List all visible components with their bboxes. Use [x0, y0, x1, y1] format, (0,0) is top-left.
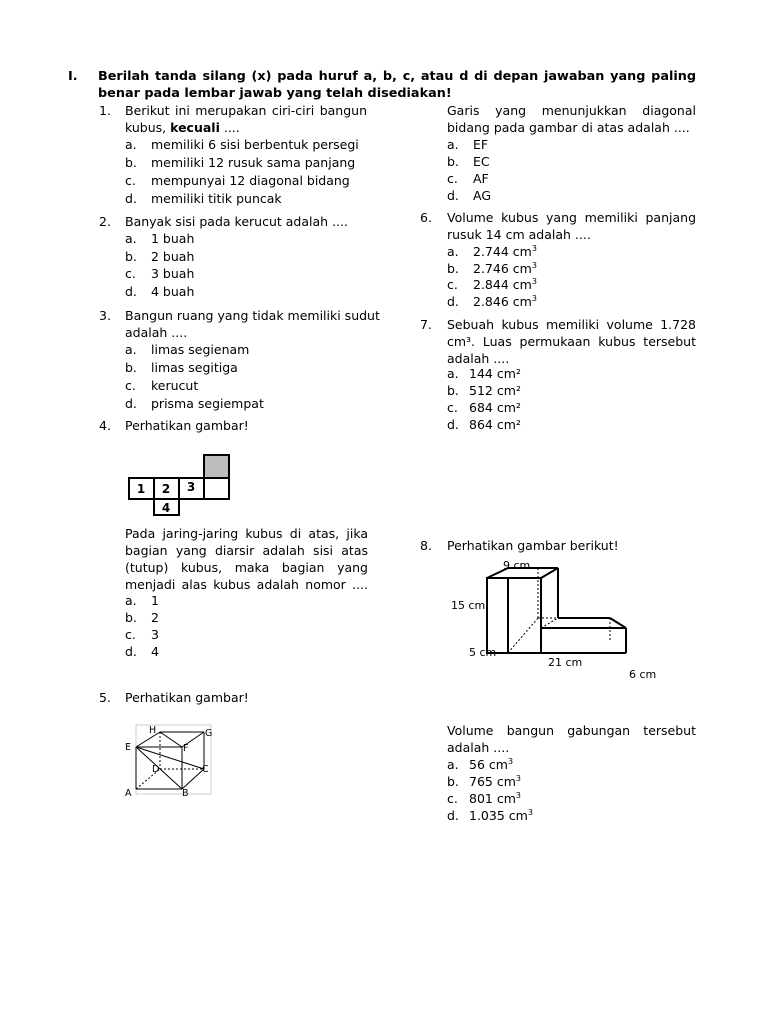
option-text: 2.846 cm	[473, 293, 532, 309]
option-text: 1	[151, 593, 159, 608]
option-label: d.	[125, 191, 137, 206]
option-label: a.	[125, 593, 137, 608]
question-text-line: adalah ....	[447, 740, 510, 755]
question-text-line: Sebuah kubus memiliki volume 1.728	[447, 317, 696, 332]
dim-label-height: 15 cm	[451, 599, 486, 612]
net-label-4: 4	[161, 501, 171, 515]
vertex-label-h: H	[149, 725, 157, 736]
option-label: d.	[447, 808, 459, 823]
question-text: Perhatikan gambar!	[125, 418, 249, 433]
description-line: (tutup) kubus, maka bagian yang	[125, 560, 368, 575]
option-label: d.	[447, 293, 459, 309]
option-label: c.	[447, 400, 458, 415]
option-text: 3 buah	[151, 266, 195, 281]
question-emphasis: kecuali	[170, 120, 220, 135]
option-text: 4 buah	[151, 283, 195, 299]
option-label: c.	[125, 627, 136, 642]
option-label: a.	[125, 342, 137, 357]
description-line: menjadi alas kubus adalah nomor ....	[125, 577, 368, 592]
option-text: 864 cm²	[469, 417, 521, 432]
option-label: c.	[447, 171, 458, 186]
option-text: 4	[151, 644, 159, 659]
superscript: 3	[531, 277, 537, 286]
option-text: memiliki 12 rusuk sama panjang	[151, 155, 356, 170]
question-text: Perhatikan gambar berikut!	[447, 538, 619, 553]
superscript: 3	[507, 757, 514, 766]
question-number: 5.	[99, 690, 111, 705]
superscript: 3	[531, 260, 537, 270]
question-text: kubus,	[125, 120, 171, 135]
superscript: 3	[531, 293, 537, 303]
option-text: 2	[151, 610, 159, 625]
vertex-label-e: E	[125, 742, 132, 753]
option-label: a.	[125, 231, 137, 246]
option-text: mempunyai 12 diagonal bidang	[151, 173, 350, 188]
option-text: 2.744 cm	[473, 244, 532, 259]
option-label: b.	[125, 155, 137, 170]
question-number: 8.	[420, 538, 432, 553]
dim-label-small: 6 cm	[629, 668, 657, 681]
question-text-line: adalah ....	[125, 325, 188, 340]
net-label-2: 2	[161, 482, 171, 496]
option-text: AG	[473, 188, 492, 203]
instruction-text: Berilah tanda silang (x) pada huruf a, b, c, atau d di depan jawaban yang paling benar pada lembar jawab yang telah disediakan!	[98, 69, 696, 101]
superscript: 3	[515, 774, 521, 783]
question-text-line: Garis yang menunjukkan diagonal	[447, 103, 696, 118]
superscript: 3	[527, 808, 533, 817]
vertex-label-d: D	[152, 764, 160, 775]
composite-solid-figure	[440, 556, 670, 684]
net-label-3: 3	[186, 480, 196, 494]
option-text: 512 cm²	[469, 383, 521, 398]
option-label: c.	[447, 791, 458, 806]
cube-net-figure	[126, 452, 234, 516]
question-number: 2.	[99, 214, 111, 229]
option-label: a.	[447, 366, 459, 381]
option-text: prisma segiempat	[151, 396, 264, 411]
option-label: b.	[447, 774, 459, 789]
cube-diagram	[120, 722, 220, 800]
option-text: EF	[473, 137, 489, 152]
question-text-line: bidang pada gambar di atas adalah ....	[447, 120, 690, 135]
option-text: 1 buah	[151, 231, 195, 246]
option-text: 684 cm²	[469, 400, 521, 415]
superscript: 3	[531, 244, 537, 253]
question-4-description	[125, 525, 368, 593]
option-label: b.	[125, 248, 137, 264]
question-number: 1.	[99, 103, 111, 118]
option-label: a.	[447, 757, 459, 772]
vertex-label-b: B	[182, 788, 189, 799]
question-5-text	[447, 102, 696, 136]
question-number: 7.	[420, 317, 432, 332]
option-text: EC	[473, 154, 490, 169]
vertex-label-f: F	[183, 743, 189, 754]
option-label: c.	[125, 378, 136, 393]
question-8-text	[447, 722, 696, 756]
question-text-line: Volume bangun gabungan tersebut	[447, 723, 696, 738]
option-text: 56 cm	[469, 757, 508, 772]
question-text-line: rusuk 14 cm adalah ....	[447, 227, 591, 242]
option-label: b.	[125, 610, 137, 625]
option-text: 801 cm	[469, 791, 516, 806]
question-text: ....	[219, 120, 240, 135]
dim-label-top: 9 cm	[503, 559, 531, 572]
option-label: b.	[447, 260, 459, 276]
option-text: 1.035 cm	[469, 808, 528, 823]
option-label: a.	[447, 244, 459, 259]
option-text: memiliki titik puncak	[151, 191, 282, 206]
option-label: c.	[447, 277, 458, 292]
question-text-line: Volume kubus yang memiliki panjang	[447, 210, 696, 225]
question-text-line: Berikut ini merupakan ciri-ciri bangun	[125, 103, 367, 118]
question-text-line: cm³. Luas permukaan kubus tersebut	[447, 334, 696, 349]
option-label: c.	[125, 173, 136, 188]
section-number: I.	[68, 69, 78, 84]
option-text: limas segienam	[151, 342, 250, 357]
dim-label-depth: 5 cm	[469, 646, 497, 659]
net-label-1: 1	[136, 482, 146, 496]
option-text: 144 cm²	[469, 366, 521, 381]
question-text-line: adalah ....	[447, 351, 510, 366]
description-line: Pada jaring-jaring kubus di atas, jika	[125, 526, 368, 541]
option-label: d.	[125, 283, 137, 299]
option-text: 2 buah	[151, 248, 195, 264]
option-label: a.	[125, 137, 137, 152]
option-text: 2.746 cm	[473, 260, 532, 276]
option-text: 3	[151, 627, 159, 642]
option-label: d.	[447, 188, 459, 203]
option-text: limas segitiga	[151, 360, 238, 375]
option-text: 765 cm	[469, 774, 516, 789]
option-label: b.	[447, 383, 459, 398]
vertex-label-a: A	[125, 788, 132, 799]
option-text: kerucut	[151, 378, 199, 393]
question-number: 3.	[99, 308, 111, 323]
vertex-label-c: C	[202, 764, 209, 775]
option-text: AF	[473, 171, 489, 186]
option-label: b.	[447, 154, 459, 169]
description-line: bagian yang diarsir adalah sisi atas	[125, 543, 368, 558]
option-label: d.	[447, 417, 459, 432]
superscript: 3	[515, 791, 521, 800]
dim-label-length: 21 cm	[548, 656, 583, 669]
option-label: b.	[125, 360, 137, 375]
option-text: 2.844 cm	[473, 277, 532, 292]
question-text-line: Bangun ruang yang tidak memiliki sudut	[125, 308, 380, 323]
option-text: memiliki 6 sisi berbentuk persegi	[151, 137, 359, 152]
question-text: Perhatikan gambar!	[125, 690, 249, 705]
option-label: c.	[125, 266, 136, 281]
option-label: d.	[125, 396, 137, 411]
question-text: Banyak sisi pada kerucut adalah ....	[125, 214, 348, 229]
option-label: a.	[447, 137, 459, 152]
question-number: 4.	[99, 418, 111, 433]
vertex-label-g: G	[205, 728, 213, 739]
question-number: 6.	[420, 210, 432, 225]
option-label: d.	[125, 644, 137, 659]
